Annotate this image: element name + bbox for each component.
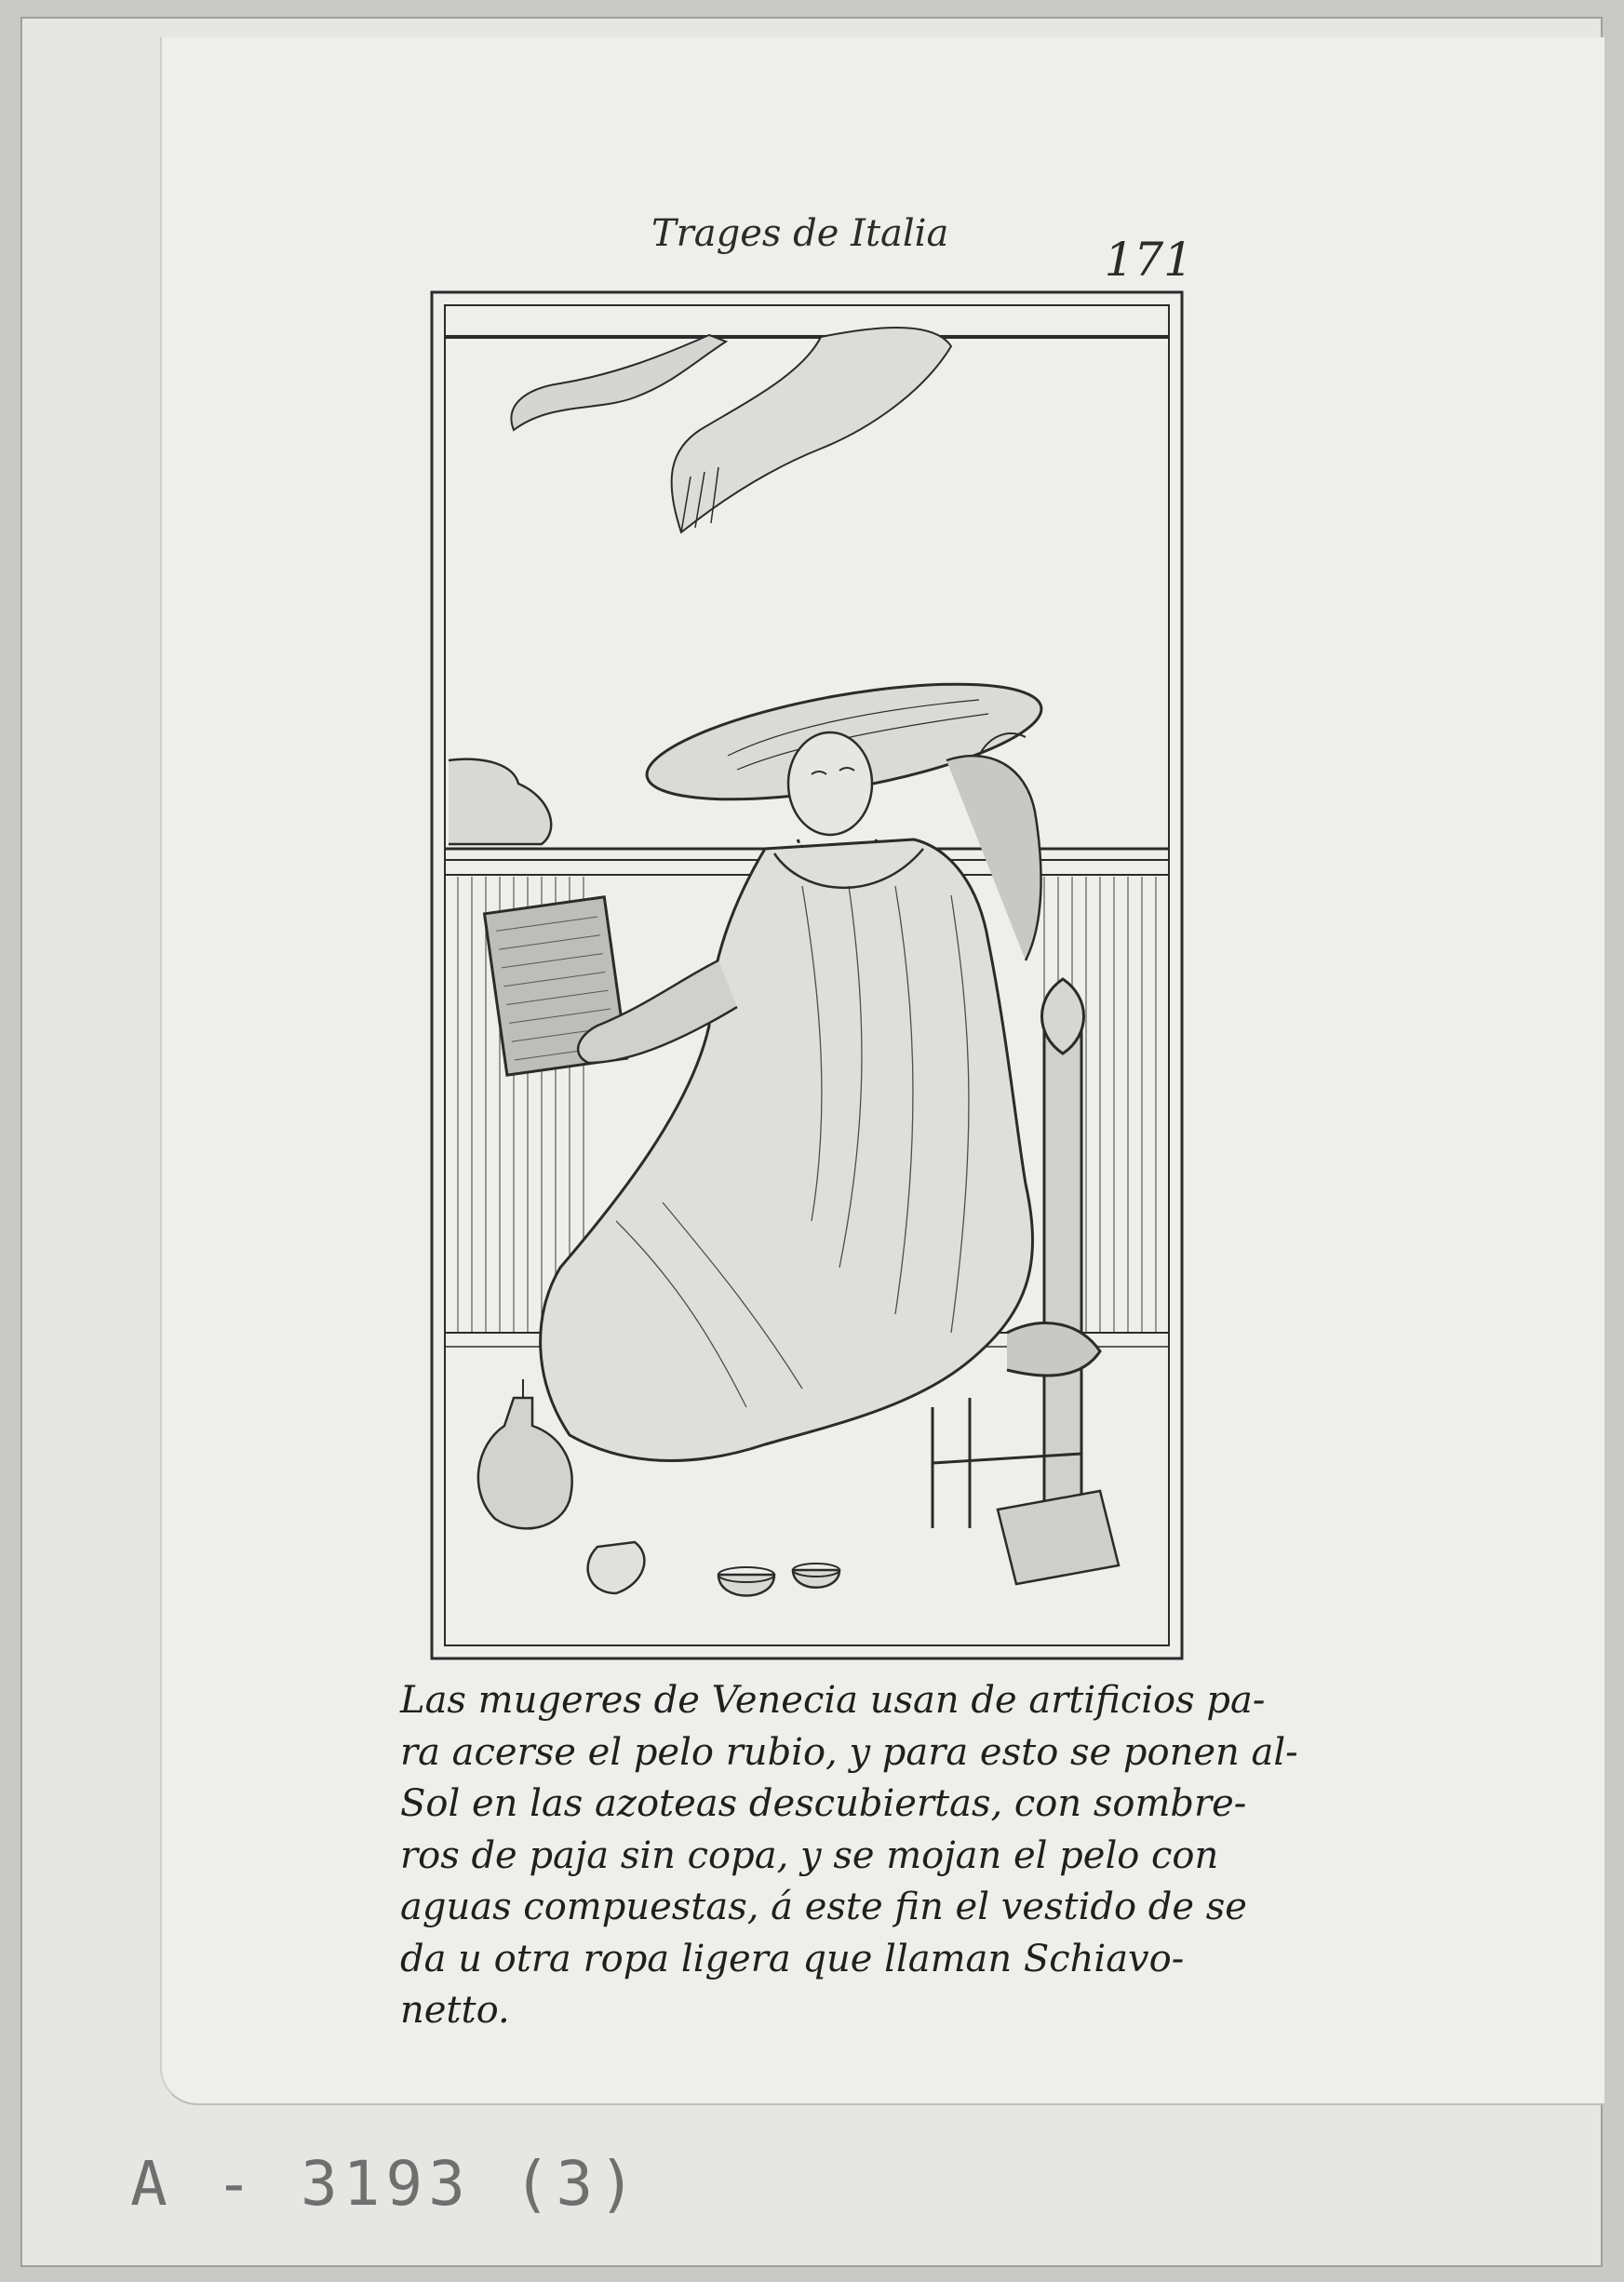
robe <box>541 839 1033 1461</box>
inventory-number: A - 3193 (3) <box>130 2148 641 2220</box>
bowl-right <box>793 1570 839 1588</box>
clay-pot <box>449 759 551 844</box>
caption-line: Sol en las azoteas descubiertas, con sombre- <box>400 1782 1247 1825</box>
figure-head <box>788 732 872 835</box>
caption-text <box>400 1675 1298 2037</box>
caption-line: ra acerse el pelo rubio, y para esto se ponen al- <box>400 1730 1298 1774</box>
plate-number: 171 <box>1104 233 1193 287</box>
bowl-left <box>718 1575 774 1596</box>
basket <box>998 1491 1119 1584</box>
caption-line: da u otra ropa ligera que llaman Schiavo- <box>400 1937 1185 1980</box>
caption-line: aguas compuestas, á este fin el vestido de se <box>400 1886 1247 1928</box>
hanging-cloth-left <box>511 335 726 430</box>
foot <box>588 1542 645 1593</box>
caption-line: netto. <box>400 1989 510 2032</box>
engraving-illustration <box>430 290 1184 1660</box>
caption-line: Las mugeres de Venecia usan de artificios pa- <box>400 1679 1266 1722</box>
print-series-title: Trages de Italia <box>651 212 949 255</box>
caption-line: ros de paja sin copa, y se mojan el pelo con <box>400 1833 1219 1877</box>
